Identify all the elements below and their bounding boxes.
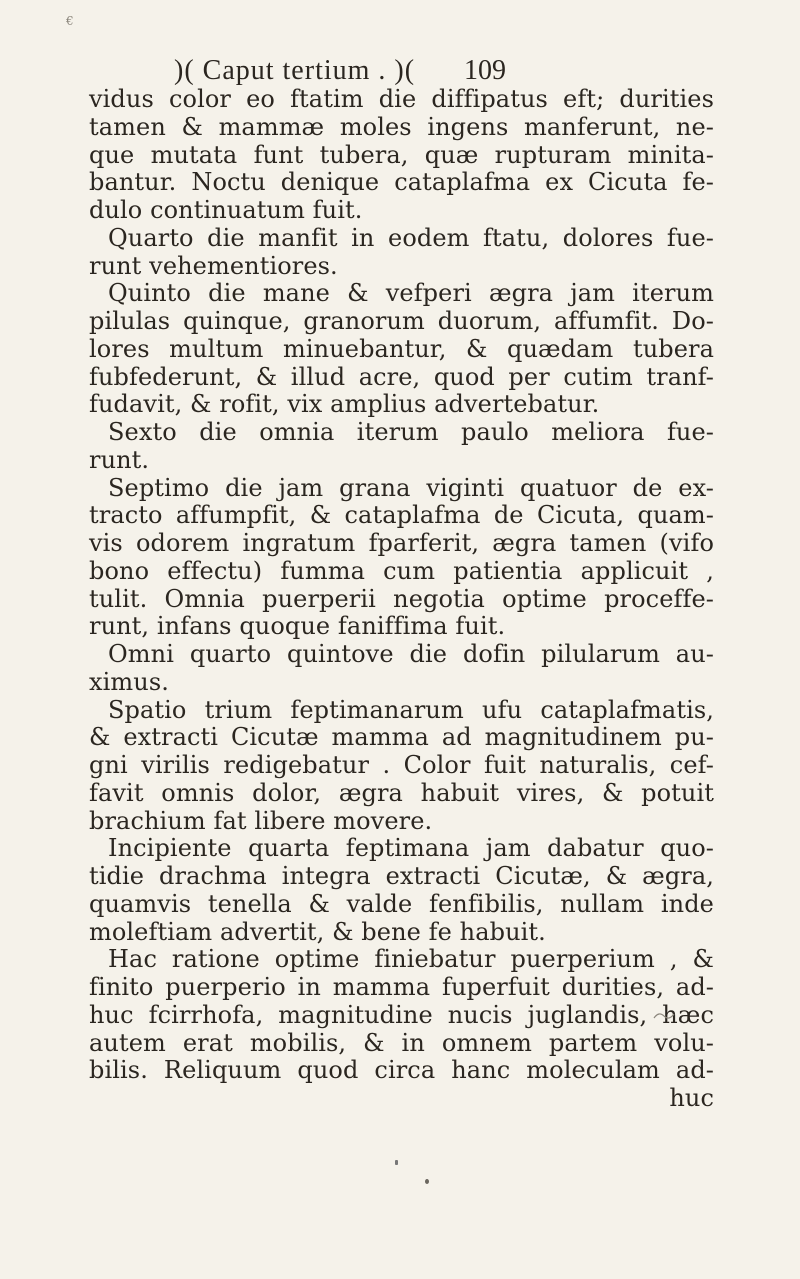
text-line-12: fudavit, & rofit, vix amplius advertebatur. xyxy=(89,390,600,419)
text-line-22: ximus. xyxy=(89,667,169,696)
text-line-33: finito puerperio in mamma fuperfuit durities, ad- xyxy=(89,973,714,1001)
text-line-26: favit omnis dolor, ægra habuit vires, & potuit xyxy=(89,778,714,807)
body-text xyxy=(89,86,714,1113)
text-line-24: & extracti Cicutæ mamma ad magnitudinem pu- xyxy=(89,723,714,752)
text-line-34: huc fcirrhofa, magnitudine nucis juglandis, hæc xyxy=(89,1000,714,1029)
corner-mark: € xyxy=(66,14,74,28)
text-line-23: Spatio trium feptimanarum ufu cataplafmatis, xyxy=(108,695,714,724)
text-line-7: runt vehementiores. xyxy=(89,251,338,280)
text-line-30: quamvis tenella & valde fenfibilis, nullam inde xyxy=(89,889,714,918)
text-line-28: Incipiente quarta feptimana jam dabatur quo- xyxy=(108,834,714,863)
text-line-27: brachium fat libere movere. xyxy=(89,806,433,835)
text-line-10: lores multum minuebantur, & quædam tubera xyxy=(89,334,714,363)
text-line-14: runt. xyxy=(89,445,150,474)
text-line-16: tracto affumpfit, & cataplafma de Cicuta, quam- xyxy=(89,501,714,530)
text-line-13: Sexto die omnia iterum paulo meliora fue- xyxy=(108,418,714,446)
text-line-17: vis odorem ingratum fparferit, ægra tamen (vifo xyxy=(89,529,714,557)
text-line-4: bantur. Noctu denique cataplafma ex Cicuta fe- xyxy=(89,168,714,197)
chapter-title: )( Caput tertium . )( xyxy=(174,55,416,86)
ink-mark-icon xyxy=(652,1009,676,1021)
text-line-31: moleftiam advertit, & bene fe habuit. xyxy=(89,917,546,946)
text-line-2: tamen & mammæ moles ingens manferunt, ne- xyxy=(89,112,714,141)
text-line-9: pilulas quinque, granorum duorum, affumfit. Do- xyxy=(89,307,714,335)
text-line-6: Quarto die manfit in eodem ftatu, dolores fue- xyxy=(108,223,714,252)
text-line-19: tulit. Omnia puerperii negotia optime proceffe- xyxy=(89,584,714,613)
text-line-18: bono effectu) fumma cum patientia applicuit , xyxy=(89,556,714,585)
text-line-8: Quinto die mane & vefperi ægra jam iterum xyxy=(108,279,714,308)
text-line-35: autem erat mobilis, & in omnem partem volu- xyxy=(89,1028,714,1057)
text-line-20: runt, infans quoque faniffima fuit. xyxy=(89,612,506,641)
text-line-25: gni virilis redigebatur . Color fuit naturalis, cef- xyxy=(89,751,714,779)
text-line-15: Septimo die jam grana viginti quatuor de ex- xyxy=(108,473,714,502)
text-line-3: que mutata funt tubera, quæ rupturam minita- xyxy=(89,140,714,169)
text-line-36: bilis. Reliquum quod circa hanc moleculam ad- xyxy=(89,1056,714,1085)
text-line-21: Omni quarto quintove die dofin pilularum au- xyxy=(108,640,714,668)
page-number: 109 xyxy=(464,55,506,86)
text-line-11: fubfederunt, & illud acre, quod per cutim tranf- xyxy=(89,362,714,391)
text-line-1: vidus color eo ftatim die diffipatus eft; durities xyxy=(89,85,714,113)
text-line-5: dulo continuatum fuit. xyxy=(89,196,363,224)
catchword: huc xyxy=(669,1084,714,1112)
speck-mark-1 xyxy=(425,1179,429,1184)
speck-mark-2 xyxy=(395,1160,398,1165)
text-line-32: Hac ratione optime finiebatur puerperium , & xyxy=(108,945,714,974)
text-line-29: tidie drachma integra extracti Cicutæ, & ægra, xyxy=(89,862,714,890)
